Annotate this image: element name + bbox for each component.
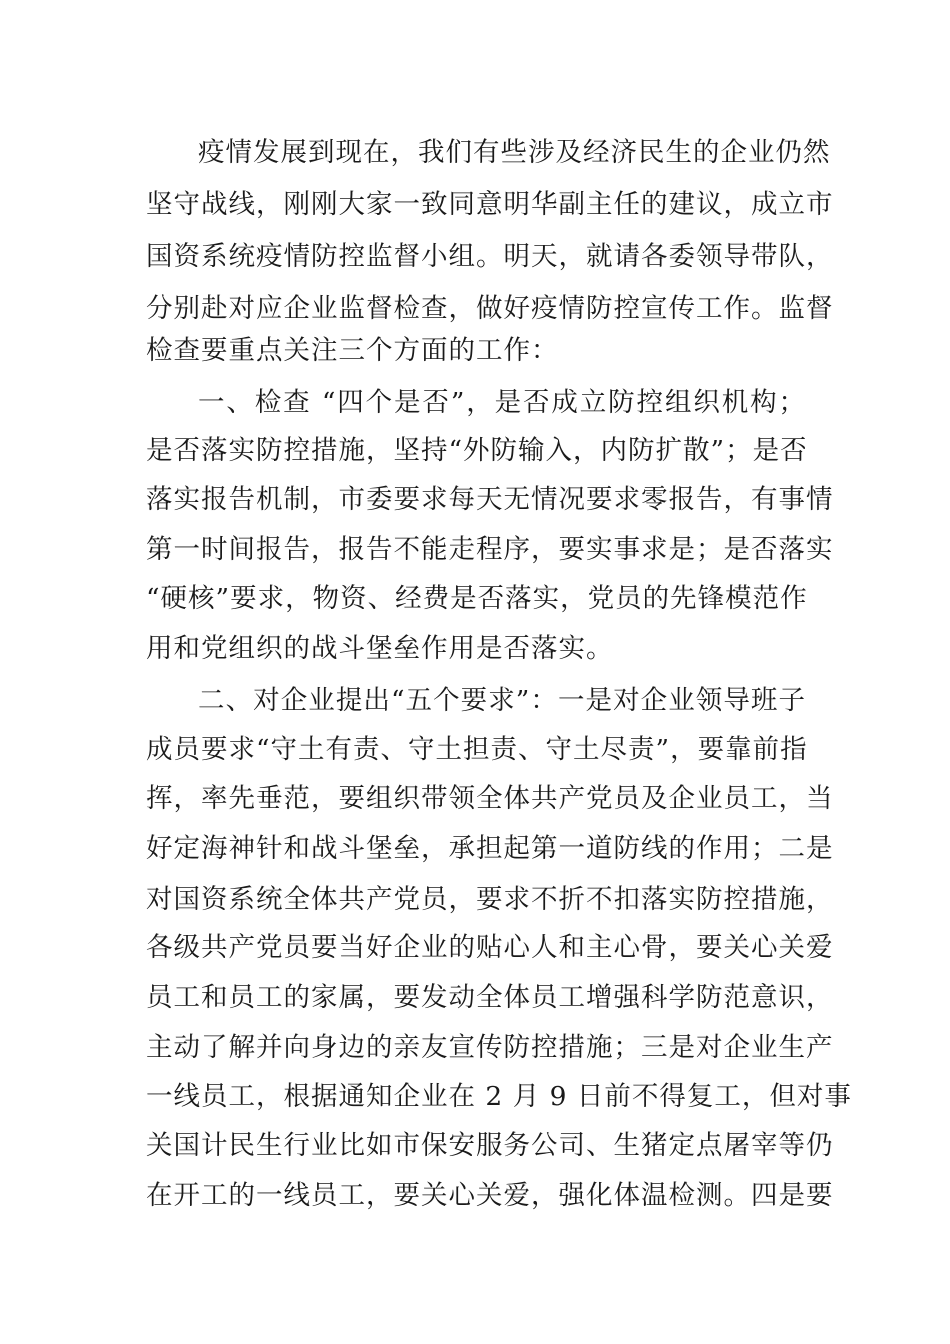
paragraph-3-line-11: 在开工的一线员工，要关心关爱，强化体温检测。四是要	[146, 1180, 834, 1211]
paragraph-3-line-2: 成员要求“守土有责、守土担责、守土尽责”，要靠前指	[146, 734, 808, 765]
paragraph-3-line-9: 一线员工，根据通知企业在 2 月 9 日前不得复工，但对事	[146, 1081, 852, 1112]
paragraph-3-line-10: 关国计民生行业比如市保安服务公司、生猪定点屠宰等仍	[146, 1130, 834, 1161]
paragraph-3-line-3: 挥，率先垂范，要组织带领全体共产党员及企业员工，当	[146, 783, 834, 814]
paragraph-1-line-3: 国资系统疫情防控监督小组。明天，就请各委领导带队，	[146, 241, 834, 272]
paragraph-2-line-1: 一、检查 “四个是否”，是否成立防控组织机构；	[198, 387, 806, 418]
paragraph-2-line-6: 用和党组织的战斗堡垒作用是否落实。	[146, 633, 614, 664]
paragraph-1-line-4: 分别赴对应企业监督检查，做好疫情防控宣传工作。监督	[146, 293, 834, 324]
paragraph-1-line-5: 检查要重点关注三个方面的工作：	[146, 335, 559, 366]
paragraph-2-line-3: 落实报告机制，市委要求每天无情况要求零报告，有事情	[146, 484, 834, 515]
paragraph-3-line-8: 主动了解并向身边的亲友宣传防控措施；三是对企业生产	[146, 1032, 834, 1063]
paragraph-3-line-5: 对国资系统全体共产党员，要求不折不扣落实防控措施，	[146, 884, 834, 915]
paragraph-2-line-5: “硬核”要求，物资、经费是否落实，党员的先锋模范作	[146, 583, 808, 614]
paragraph-3-line-1: 二、对企业提出“五个要求”：一是对企业领导班子	[198, 685, 806, 716]
paragraph-2-line-4: 第一时间报告，报告不能走程序，要实事求是；是否落实	[146, 534, 834, 565]
paragraph-2-line-2: 是否落实防控措施，坚持“外防输入，内防扩散”；是否	[146, 435, 808, 466]
paragraph-3-line-4: 好定海神针和战斗堡垒，承担起第一道防线的作用；二是	[146, 833, 834, 864]
paragraph-3-line-7: 员工和员工的家属，要发动全体员工增强科学防范意识，	[146, 982, 834, 1013]
paragraph-3-line-6: 各级共产党员要当好企业的贴心人和主心骨，要关心关爱	[146, 932, 834, 963]
paragraph-1-line-1: 疫情发展到现在，我们有些涉及经济民生的企业仍然	[198, 137, 831, 168]
paragraph-1-line-2: 坚守战线，刚刚大家一致同意明华副主任的建议，成立市	[146, 189, 834, 220]
